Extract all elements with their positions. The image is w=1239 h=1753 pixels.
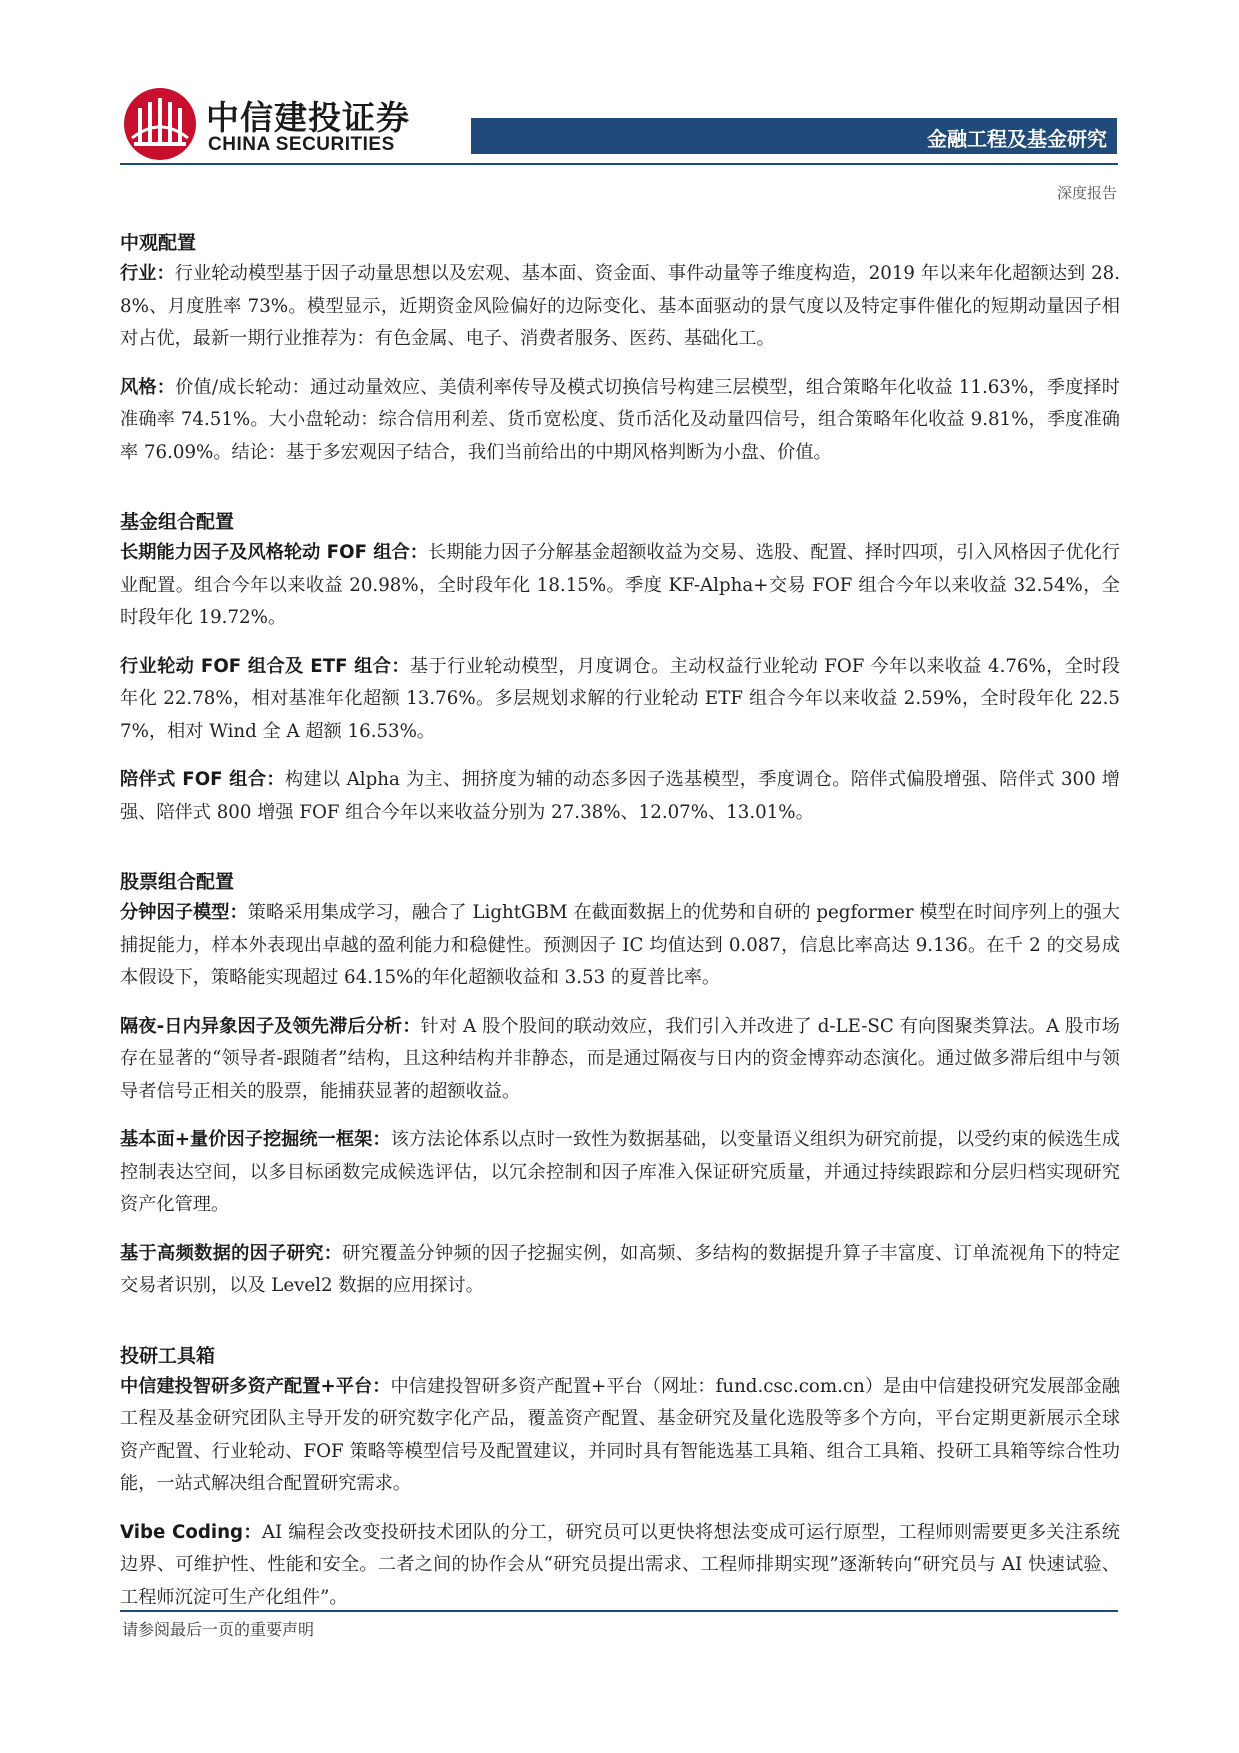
- body-paragraph: [120, 1238, 1120, 1303]
- paragraph-lead: 行业：: [120, 263, 175, 284]
- paragraph-text: 中信建投智研多资产配置+平台（网址：fund.csc.com.cn）是由中信建投研究发展部金融工程及基金研究团队主导开发的研究数字化产品，覆盖资产配置、基金研究及量化选股等多个方向，平台定期更新展示全球资产配置、行业轮动、FOF 策略等模型信号及配置建议，并同时具有智能选基工具箱、组合工具箱、投研工具箱等综合性功能，一站式解决组合配置研究需求。: [120, 1375, 1120, 1494]
- section-title: 中观配置: [120, 232, 197, 254]
- paragraph-lead: 基本面+量价因子挖掘统一框架：: [120, 1129, 391, 1150]
- paragraph-lead: 陪伴式 FOF 组合：: [120, 769, 285, 790]
- body-paragraph: [120, 764, 1120, 829]
- paragraph-text: 构建以 Alpha 为主、拥挤度为辅的动态多因子选基模型，季度调仓。陪伴式偏股增强、陪伴式 300 增强、陪伴式 800 增强 FOF 组合今年以来收益分别为 27.38%、12.07%、13.01%。: [120, 769, 1120, 823]
- footer-disclaimer: 请参阅最后一页的重要声明: [122, 1620, 315, 1639]
- body-paragraph: [120, 897, 1120, 995]
- paragraph-lead: 行业轮动 FOF 组合及 ETF 组合：: [120, 655, 410, 677]
- body-paragraph: [120, 651, 1120, 749]
- main-content: [120, 228, 1120, 1630]
- paragraph-lead: 基于高频数据的因子研究：: [120, 1242, 343, 1264]
- body-paragraph: [120, 258, 1120, 356]
- paragraph-text: 价值/成长轮动：通过动量效应、美债利率传导及模式切换信号构建三层模型，组合策略年化收益 11.63%，季度择时准确率 74.51%。大小盘轮动：综合信用利差、货币宽松度、货币活化及动量四信号，组合策略年化收益 9.81%，季度准确率 76.09%。结论：基于多宏观因子结合，我们当前给出的中期风格判断为小盘、价值。: [120, 376, 1120, 463]
- section-title: 股票组合配置: [120, 871, 235, 893]
- logo-chinese-name: 中信建投证券: [206, 98, 410, 137]
- paragraph-text: 研究覆盖分钟频的因子挖掘实例，如高频、多结构的数据提升算子丰富度、订单流视角下的特定交易者识别，以及 Level2 数据的应用探讨。: [120, 1242, 1120, 1296]
- body-paragraph: [120, 372, 1120, 470]
- paragraph-lead: 隔夜-日内异象因子及领先滞后分析：: [120, 1015, 421, 1037]
- section-gap: [120, 1319, 1120, 1341]
- body-paragraph: [120, 1124, 1120, 1222]
- china-securities-logo-icon: [122, 86, 198, 162]
- section-title: 投研工具箱: [120, 1344, 216, 1367]
- header-divider: [120, 163, 1118, 165]
- company-logo: [122, 86, 410, 166]
- paragraph-text: 该方法论体系以点时一致性为数据基础，以变量语义组织为研究前提，以受约束的候选生成控制表达空间，以多目标函数完成候选评估，以冗余控制和因子库准入保证研究质量，并通过持续跟踪和分层归档实现研究资产化管理。: [120, 1129, 1120, 1215]
- section-gap: [120, 485, 1120, 507]
- paragraph-lead: 中信建投智研多资产配置+平台：: [120, 1375, 391, 1397]
- report-type-label: 深度报告: [1056, 184, 1117, 202]
- paragraph-text: 行业轮动模型基于因子动量思想以及宏观、基本面、资金面、事件动量等子维度构造，2019 年以来年化超额达到 28.8%、月度胜率 73%。模型显示，近期资金风险偏好的边际变化、基本面驱动的景气度以及特定事件催化的短期动量因子相对占优，最新一期行业推荐为：有色金属、电子、消费者服务、医药、基础化工。: [120, 263, 1120, 349]
- logo-english-name: CHINA SECURITIES: [208, 134, 395, 155]
- paragraph-text: AI 编程会改变投研技术团队的分工，研究员可以更快将想法变成可运行原型，工程师则需要更多关注系统边界、可维护性、性能和安全。二者之间的协作会从“研究员提出需求、工程师排期实现”逐渐转向“研究员与 AI 快速试验、工程师沉淀可生产化组件”。: [120, 1521, 1120, 1608]
- paragraph-text: 针对 A 股个股间的联动效应，我们引入并改进了 d-LE-SC 有向图聚类算法。A 股市场存在显著的“领导者-跟随者”结构，且这种结构并非静态，而是通过隔夜与日内的资金博弈动态演化。通过做多滞后组中与领导者信号正相关的股票，能捕获显著的超额收益。: [120, 1015, 1120, 1102]
- section-gap: [120, 845, 1120, 867]
- body-paragraph: [120, 1011, 1120, 1109]
- paragraph-lead: 长期能力因子及风格轮动 FOF 组合：: [120, 542, 428, 563]
- paragraph-text: 长期能力因子分解基金超额收益为交易、选股、配置、择时四项，引入风格因子优化行业配置。组合今年以来收益 20.98%，全时段年化 18.15%。季度 KF-Alpha+交易 FOF 组合今年以来收益 32.54%，全时段年化 19.72%。: [120, 542, 1120, 628]
- paragraph-text: 策略采用集成学习，融合了 LightGBM 在截面数据上的优势和自研的 pegformer 模型在时间序列上的强大捕捉能力，样本外表现出卓越的盈利能力和稳健性。预测因子 IC 均值达到 0.087，信息比率高达 9.136。在千 2 的交易成本假设下，策略能实现超过 64.15%的年化超额收益和 3.53 的夏普比率。: [120, 902, 1120, 988]
- section-title: 基金组合配置: [120, 511, 235, 533]
- body-paragraph: [120, 537, 1120, 635]
- paragraph-text: 基于行业轮动模型，月度调仓。主动权益行业轮动 FOF 今年以来收益 4.76%，全时段年化 22.78%，相对基准年化超额 13.76%。多层规划求解的行业轮动 ETF 组合今年以来收益 2.59%，全时段年化 22.57%，相对 Wind 全 A 超额 16.53%。: [120, 655, 1120, 742]
- paragraph-lead: 风格：: [120, 376, 176, 398]
- paragraph-lead: Vibe Coding：: [120, 1521, 262, 1543]
- banner-title: 金融工程及基金研究: [927, 127, 1107, 151]
- footer-divider: [120, 1610, 1118, 1612]
- paragraph-lead: 分钟因子模型：: [120, 902, 248, 923]
- header-banner: [471, 118, 1117, 154]
- page-header: [0, 0, 1239, 200]
- body-paragraph: [120, 1371, 1120, 1501]
- body-paragraph: [120, 1517, 1120, 1615]
